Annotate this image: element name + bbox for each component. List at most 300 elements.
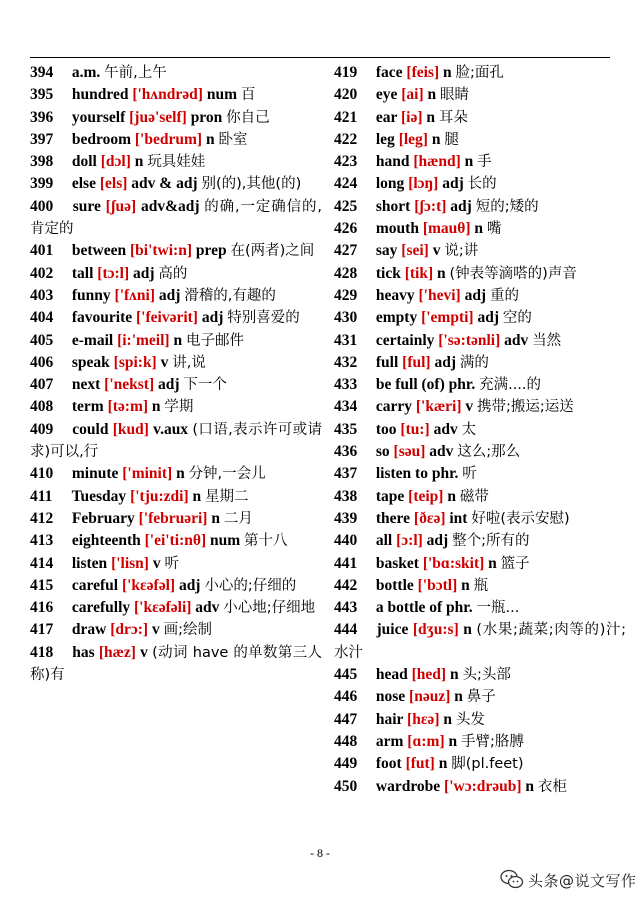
entry-part-of-speech: n — [464, 153, 474, 171]
entry-number: 431 — [334, 331, 358, 349]
left-column — [30, 62, 322, 686]
entry-phonetic: [teip] — [408, 487, 444, 505]
entry-translation: 脚(pl.feet) — [451, 756, 524, 773]
vocab-entry — [334, 508, 626, 530]
entry-phonetic: ['bɑ:skit] — [422, 554, 485, 572]
entry-number: 402 — [30, 264, 54, 282]
entry-part-of-speech: num — [209, 532, 241, 550]
entry-part-of-speech: n — [443, 710, 452, 728]
entry-part-of-speech: adj — [442, 175, 464, 193]
entry-phonetic: ['februəri] — [138, 509, 208, 527]
entry-part-of-speech: n — [173, 331, 183, 349]
entry-word: head — [375, 666, 408, 684]
entry-phonetic: [spi:k] — [113, 353, 157, 371]
entry-number: 397 — [30, 130, 54, 148]
vocab-entry — [334, 597, 626, 619]
entry-phonetic: [bi'twi:n] — [130, 242, 192, 260]
entry-part-of-speech: int — [449, 509, 468, 527]
vocab-entry — [30, 307, 322, 329]
entry-word: there — [375, 509, 411, 527]
vocab-entry — [30, 263, 322, 285]
entry-number: 396 — [30, 108, 54, 126]
vocab-entry — [30, 129, 322, 151]
entry-word: sure — [72, 197, 101, 215]
entry-number: 418 — [30, 643, 54, 661]
entry-translation: 好啦(表示安慰) — [471, 510, 570, 527]
entry-number: 425 — [334, 197, 358, 215]
vocab-entry — [334, 263, 626, 285]
entry-phonetic: [kud] — [112, 420, 149, 438]
right-column — [334, 62, 626, 798]
entry-word: listen to — [375, 465, 428, 483]
entry-part-of-speech: v — [140, 643, 148, 661]
entry-translation: 腿 — [444, 131, 459, 148]
vocab-entry — [334, 463, 626, 485]
entry-phonetic: [ʃuə] — [105, 197, 137, 215]
entry-phonetic: [leg] — [398, 130, 428, 148]
entry-translation: 讲,说 — [172, 354, 206, 371]
entry-part-of-speech: n — [427, 86, 437, 104]
entry-part-of-speech: n — [443, 64, 452, 81]
vocab-entry — [30, 553, 322, 575]
entry-part-of-speech: adj — [158, 376, 180, 394]
entry-translation: 小心的;仔细的 — [204, 577, 297, 594]
entry-translation: 太 — [461, 421, 477, 438]
entry-word: Tuesday — [71, 487, 127, 505]
entry-translation: 别(的),其他(的) — [201, 176, 302, 193]
vocab-entry — [334, 619, 626, 664]
vocab-entry — [334, 196, 626, 218]
entry-number: 405 — [30, 331, 54, 349]
entry-translation: 满的 — [459, 354, 489, 371]
entry-phonetic: [hænd] — [413, 153, 461, 171]
entry-word: tape — [375, 487, 405, 505]
entry-word: bottle — [375, 576, 414, 594]
entry-number: 445 — [334, 666, 358, 684]
entry-number: 446 — [334, 688, 358, 706]
entry-translation: 眼睛 — [440, 87, 470, 104]
entry-number: 398 — [30, 153, 54, 171]
vocab-entry — [30, 240, 322, 262]
entry-translation: (钟表等滴嗒的)声音 — [449, 265, 577, 282]
entry-part-of-speech: n — [448, 732, 458, 750]
entry-phonetic: ['kæri] — [415, 398, 462, 416]
vocab-entry — [334, 709, 626, 731]
entry-word: carry — [375, 398, 413, 416]
entry-part-of-speech: n — [134, 153, 144, 171]
vocab-entry — [334, 218, 626, 240]
entry-phonetic: ['lisn] — [111, 554, 149, 572]
entry-phonetic: [iə] — [400, 108, 423, 126]
entry-translation: 手 — [477, 154, 492, 171]
entry-number: 427 — [334, 242, 358, 260]
entry-translation: 篮子 — [500, 555, 530, 572]
entry-word: funny — [71, 286, 111, 304]
entry-word: speak — [71, 353, 110, 371]
entry-part-of-speech: adj — [434, 353, 456, 371]
entry-number: 412 — [30, 509, 54, 527]
entry-phonetic: [dʒu:s] — [412, 621, 459, 639]
entry-phonetic: ['bedrum] — [134, 130, 203, 148]
entry-part-of-speech: n — [454, 688, 463, 706]
entry-word: hundred — [71, 86, 129, 104]
entry-part-of-speech: adv — [433, 420, 458, 438]
entry-phonetic: ['feivərit] — [136, 309, 198, 327]
entry-word: careful — [71, 576, 119, 594]
entry-word: arm — [375, 732, 404, 750]
entry-phonetic: ['empti] — [421, 309, 474, 327]
entry-word: full — [375, 353, 399, 371]
entry-number: 419 — [334, 64, 358, 81]
entry-translation: 携带;搬运;运送 — [477, 399, 574, 416]
entry-part-of-speech: n — [488, 554, 497, 572]
vocab-entry — [30, 396, 322, 418]
entry-phonetic: ['hʌndrəd] — [132, 86, 203, 104]
entry-translation: 下一个 — [183, 377, 227, 394]
entry-translation: 头发 — [455, 711, 485, 728]
entry-phonetic: ['hevi] — [418, 286, 461, 304]
entry-number: 399 — [30, 175, 54, 193]
entry-word: ear — [375, 108, 398, 126]
vocab-entry — [334, 441, 626, 463]
entry-part-of-speech: n — [438, 755, 448, 773]
entry-number: 407 — [30, 376, 54, 394]
entry-word: a bottle of — [375, 599, 443, 617]
vocab-entry — [334, 419, 626, 441]
entry-phonetic: [ai] — [401, 86, 424, 104]
entry-number: 410 — [30, 465, 54, 483]
vocab-entry — [334, 151, 626, 173]
entry-part-of-speech: n — [449, 666, 459, 684]
entry-phonetic: ['ei'ti:nθ] — [144, 532, 207, 550]
entry-part-of-speech: v — [152, 554, 161, 572]
entry-number: 404 — [30, 309, 54, 327]
entry-number: 448 — [334, 732, 358, 750]
entry-part-of-speech: adv — [195, 599, 220, 617]
entry-phonetic: [tə:m] — [107, 398, 149, 416]
entry-phonetic: [ðεə] — [413, 509, 446, 527]
vocab-entry — [30, 151, 322, 173]
entry-word: nose — [375, 688, 406, 706]
entry-translation: 在(两者)之间 — [230, 243, 315, 260]
entry-part-of-speech: prep — [195, 242, 227, 260]
entry-word: February — [71, 509, 135, 527]
vocab-entry — [30, 597, 322, 619]
entry-part-of-speech: adj — [158, 286, 181, 304]
vocab-entry — [30, 642, 322, 687]
entry-word: term — [71, 398, 104, 416]
entry-translation: 耳朵 — [438, 109, 468, 126]
entry-word: empty — [375, 309, 418, 327]
entry-translation: 电子邮件 — [185, 332, 244, 349]
entry-translation: 衣柜 — [537, 778, 567, 795]
entry-word: eye — [375, 86, 398, 104]
entry-number: 428 — [334, 264, 358, 282]
entry-translation: 短的;矮的 — [475, 198, 539, 215]
entry-translation: 小心地;仔细地 — [223, 600, 316, 617]
entry-word: yourself — [71, 108, 126, 126]
entry-phonetic: ['minit] — [122, 465, 173, 483]
entry-word: be full (of) — [375, 376, 445, 394]
entry-part-of-speech: adj — [477, 309, 500, 327]
entry-phonetic: ['wɔ:drəub] — [444, 777, 522, 795]
entry-translation: 特别喜爱的 — [227, 310, 300, 327]
entry-phonetic: ['bɔtl] — [417, 576, 458, 594]
entry-part-of-speech: v — [151, 621, 160, 639]
entry-part-of-speech: n — [205, 130, 215, 148]
entry-number: 417 — [30, 621, 54, 639]
entry-number: 429 — [334, 286, 358, 304]
entry-number: 444 — [334, 621, 358, 639]
entry-number: 416 — [30, 599, 54, 617]
vocab-entry — [30, 84, 322, 106]
entry-number: 430 — [334, 309, 358, 327]
entry-number: 409 — [30, 420, 54, 438]
entry-translation: 分钟,一会儿 — [188, 466, 266, 483]
entry-number: 442 — [334, 576, 358, 594]
entry-translation: 第十八 — [244, 533, 288, 550]
entry-translation: 说;讲 — [444, 243, 479, 260]
entry-number: 406 — [30, 353, 54, 371]
entry-number: 434 — [334, 398, 358, 416]
entry-number: 433 — [334, 376, 358, 394]
entry-translation: 滑稽的,有趣的 — [184, 287, 276, 304]
entry-phonetic: ['kεəfəli] — [134, 599, 192, 617]
vocab-entry — [334, 330, 626, 352]
entry-number: 408 — [30, 398, 54, 416]
entry-number: 426 — [334, 220, 358, 238]
entry-part-of-speech: n — [463, 621, 472, 639]
entry-translation: 充满....的 — [479, 377, 542, 394]
entry-translation: 鼻子 — [466, 689, 496, 706]
entry-word: all — [375, 532, 393, 550]
entry-number: 450 — [334, 777, 358, 795]
vocab-entry — [334, 731, 626, 753]
entry-part-of-speech: adj — [450, 197, 472, 215]
vocab-entry — [30, 575, 322, 597]
entry-number: 447 — [334, 710, 358, 728]
entry-phonetic: [hεə] — [407, 710, 440, 728]
entry-translation: 空的 — [502, 310, 532, 327]
vocab-entry — [334, 396, 626, 418]
entry-phonetic: [i:'meil] — [117, 331, 170, 349]
entry-translation: 高的 — [158, 265, 188, 282]
entry-translation: (水果;蔬菜;肉等的)汁;水汁 — [334, 622, 627, 661]
entry-word: bedroom — [71, 130, 132, 148]
entry-word: heavy — [375, 286, 415, 304]
entry-translation: 整个;所有的 — [452, 533, 530, 550]
entry-part-of-speech: n — [447, 487, 456, 505]
vocab-entry — [334, 84, 626, 106]
entry-translation: 画;绘制 — [163, 622, 212, 639]
entry-number: 420 — [334, 86, 358, 104]
entry-translation: 学期 — [164, 399, 194, 416]
entry-part-of-speech: n — [431, 130, 441, 148]
vocab-entry — [30, 285, 322, 307]
entry-number: 435 — [334, 420, 358, 438]
vocab-entry — [30, 330, 322, 352]
entry-word: short — [375, 197, 411, 215]
entry-number: 432 — [334, 353, 358, 371]
vocab-entry — [30, 107, 322, 129]
entry-number: 403 — [30, 286, 54, 304]
entry-part-of-speech: n — [211, 509, 220, 527]
entry-number: 411 — [30, 487, 53, 505]
entry-number: 449 — [334, 755, 358, 773]
entry-translation: (口语,表示许可或请求)可以,行 — [30, 421, 323, 461]
entry-part-of-speech: num — [206, 86, 237, 104]
entry-phonetic: ['sə:tənli] — [438, 331, 501, 349]
entry-part-of-speech: n — [176, 465, 185, 483]
entry-word: hand — [375, 153, 410, 171]
vocab-entry — [334, 553, 626, 575]
vocab-entry — [334, 753, 626, 775]
entry-phonetic: [sei] — [401, 242, 429, 260]
entry-word: tick — [375, 264, 401, 282]
entry-number: 414 — [30, 554, 54, 572]
vocab-entry — [30, 419, 322, 464]
entry-part-of-speech: adj — [178, 576, 201, 594]
entry-word: listen — [71, 554, 108, 572]
entry-phonetic: ['fʌni] — [114, 286, 155, 304]
entry-word: certainly — [375, 331, 435, 349]
entry-translation: 听 — [462, 466, 477, 483]
entry-phonetic: [feis] — [406, 64, 440, 81]
entry-part-of-speech: phr. — [431, 465, 459, 483]
entry-part-of-speech: n — [461, 576, 470, 594]
entry-phonetic: [tu:] — [400, 420, 430, 438]
entry-word: face — [375, 64, 403, 81]
entry-translation: 嘴 — [486, 221, 502, 238]
entry-part-of-speech: n — [437, 264, 446, 282]
vocab-entry — [30, 352, 322, 374]
entry-number: 437 — [334, 465, 358, 483]
entry-part-of-speech: n — [474, 220, 484, 238]
entry-part-of-speech: n — [151, 398, 161, 416]
entry-translation: 午前,上午 — [104, 65, 167, 81]
entry-translation: 磁带 — [459, 488, 489, 505]
entry-translation: 脸;面孔 — [455, 65, 504, 81]
entry-word: mouth — [375, 220, 419, 238]
entry-word: favourite — [71, 309, 133, 327]
entry-phonetic: [ɔ:l] — [396, 532, 423, 550]
entry-number: 400 — [30, 197, 54, 215]
vocab-entry — [334, 240, 626, 262]
entry-number: 395 — [30, 86, 54, 104]
vocab-entry — [30, 508, 322, 530]
entry-translation: 手臂;胳膊 — [460, 733, 524, 750]
entry-translation: 一瓶... — [476, 600, 520, 617]
wechat-logo-icon — [500, 869, 524, 891]
entry-number: 441 — [334, 554, 358, 572]
entry-translation: 你自己 — [226, 109, 270, 126]
entry-word: draw — [71, 621, 107, 639]
vocab-entry — [30, 173, 322, 195]
vocab-entry — [334, 107, 626, 129]
entry-translation: 卧室 — [218, 131, 248, 148]
entry-word: doll — [71, 153, 97, 171]
entry-phonetic: ['tju:zdi] — [130, 487, 189, 505]
entry-part-of-speech: adj — [426, 532, 449, 550]
vocab-entry — [334, 664, 626, 686]
entry-word: too — [375, 420, 397, 438]
entry-number: 401 — [30, 242, 54, 260]
entry-word: between — [71, 242, 127, 260]
entry-phonetic: [drɔ:] — [110, 621, 149, 639]
entry-word: foot — [375, 755, 402, 773]
entry-translation: 的确,一定确信的,肯定的 — [30, 198, 323, 238]
entry-number: 424 — [334, 175, 358, 193]
watermark — [500, 866, 637, 894]
vocab-entry — [30, 619, 322, 641]
entry-translation: 头;头部 — [462, 667, 511, 684]
entry-translation: 玩具娃娃 — [147, 154, 206, 171]
entry-phonetic: [səu] — [393, 443, 426, 461]
vocab-entry — [334, 374, 626, 396]
entry-phonetic: [els] — [99, 175, 128, 193]
entry-phonetic: [dɔl] — [100, 153, 131, 171]
entry-number: 394 — [30, 64, 54, 81]
entry-phonetic: [lɔŋ] — [408, 175, 439, 193]
entry-word: e-mail — [71, 331, 114, 349]
entry-part-of-speech: adj — [133, 264, 155, 282]
entry-number: 438 — [334, 487, 358, 505]
entry-number: 421 — [334, 108, 358, 126]
watermark-text: 头条@说文写作 — [528, 871, 637, 890]
entry-word: has — [72, 643, 95, 661]
entry-word: basket — [375, 554, 419, 572]
entry-part-of-speech: adv — [504, 331, 529, 349]
entry-translation: 二月 — [223, 510, 253, 527]
entry-phonetic: [ɑ:m] — [407, 732, 445, 750]
entry-word: eighteenth — [71, 532, 141, 550]
vocab-entry — [30, 463, 322, 485]
entry-part-of-speech: adj — [464, 286, 487, 304]
entry-word: could — [72, 420, 109, 438]
entry-translation: (动词 have 的单数第三人称)有 — [30, 644, 323, 684]
entry-part-of-speech: adj — [201, 309, 224, 327]
vocab-entry — [334, 486, 626, 508]
vocab-entry — [334, 129, 626, 151]
entry-phonetic: [hæz] — [98, 643, 136, 661]
entry-word: hair — [375, 710, 404, 728]
entry-word: minute — [71, 465, 119, 483]
entry-translation: 星期二 — [204, 488, 249, 505]
entry-part-of-speech: phr. — [448, 376, 476, 394]
entry-phonetic: [tik] — [404, 264, 434, 282]
entry-number: 439 — [334, 509, 358, 527]
page-number: - 8 - — [310, 846, 330, 860]
entry-translation: 长的 — [467, 176, 497, 193]
vocab-entry — [334, 285, 626, 307]
entry-word: carefully — [71, 599, 131, 617]
entry-phonetic: [ʃɔ:t] — [414, 197, 447, 215]
entry-translation: 百 — [240, 87, 256, 104]
entry-phonetic: [ful] — [402, 353, 431, 371]
entry-part-of-speech: v — [160, 353, 169, 371]
vocab-entry — [334, 530, 626, 552]
entry-translation: 这么;那么 — [457, 444, 521, 461]
vocab-entry — [334, 575, 626, 597]
vocab-entry — [30, 196, 322, 241]
entry-phonetic: [nəuz] — [409, 688, 451, 706]
entry-part-of-speech: adv&adj — [140, 197, 200, 215]
vocab-entry — [30, 486, 322, 508]
entry-word: a.m. — [71, 64, 101, 81]
entry-translation: 听 — [164, 555, 179, 572]
entry-part-of-speech: pron — [190, 108, 223, 126]
entry-phonetic: [hed] — [411, 666, 447, 684]
